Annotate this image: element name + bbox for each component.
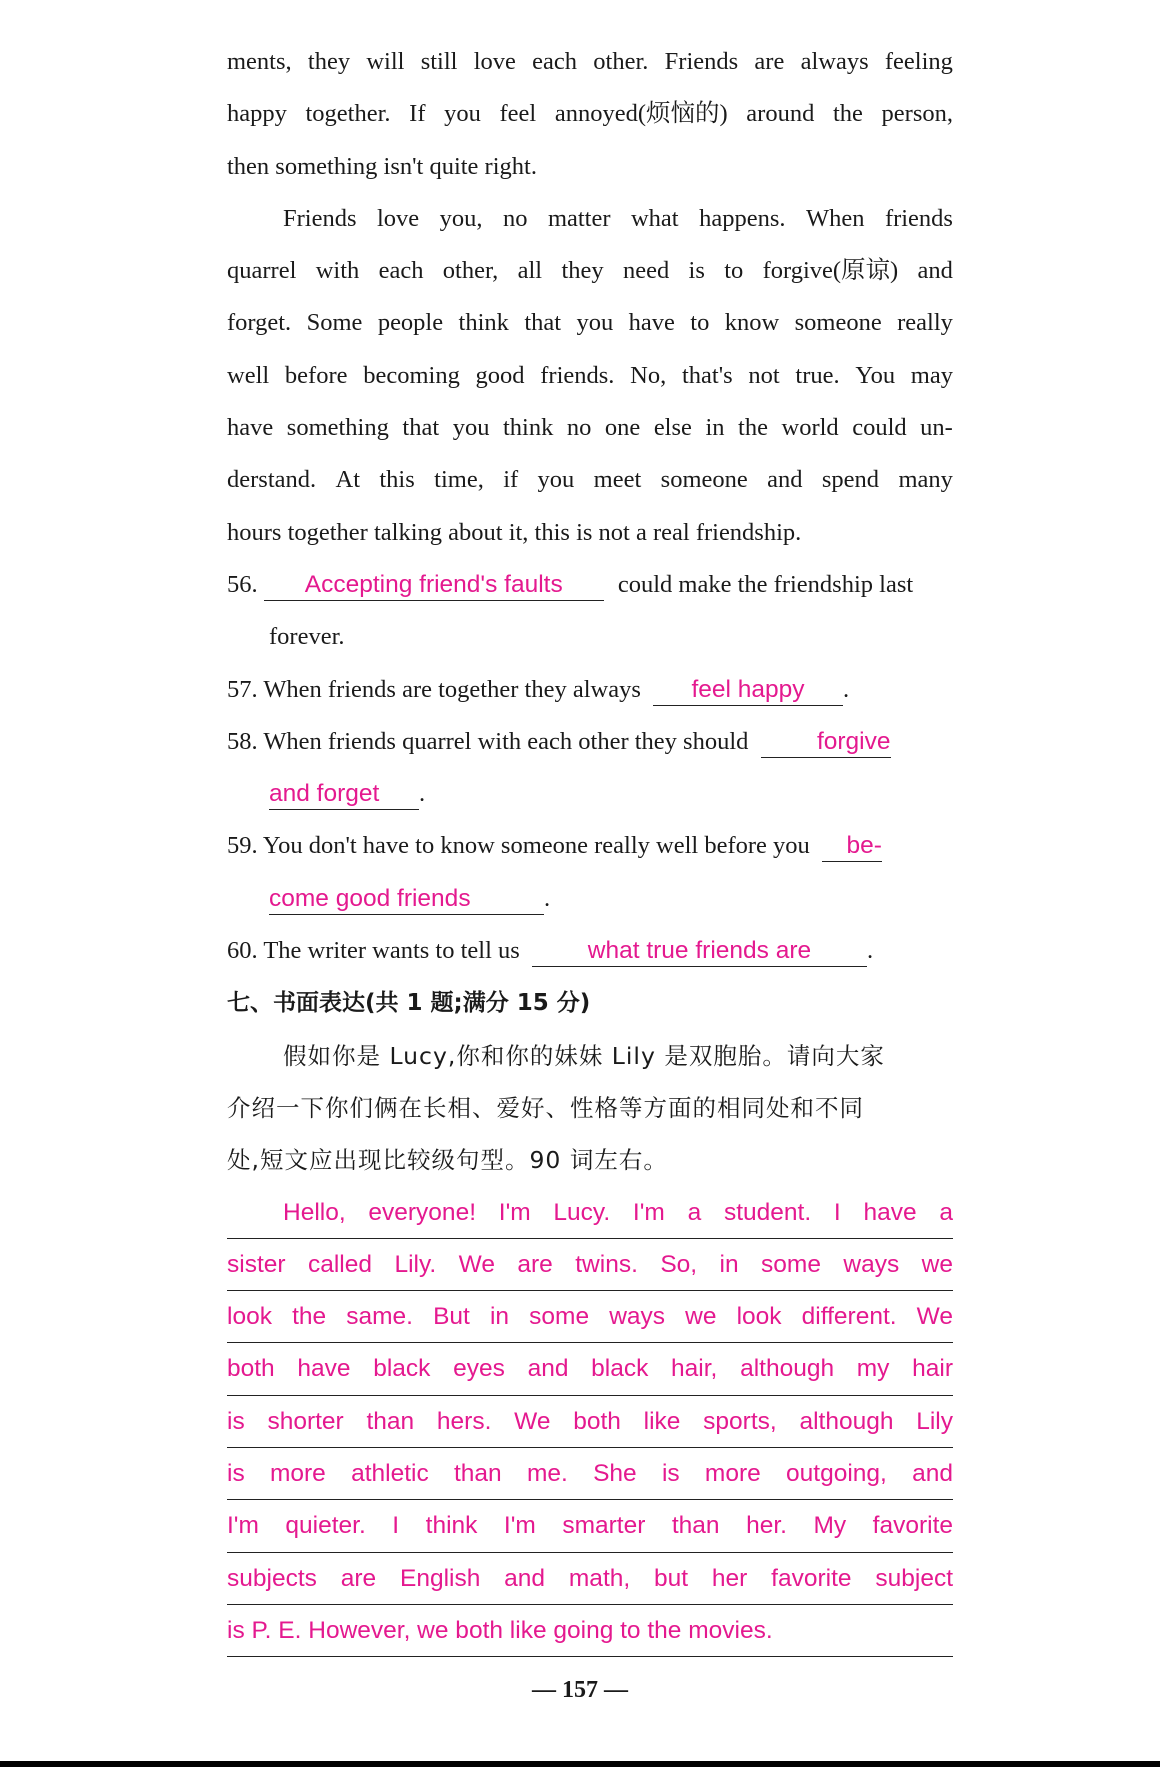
writing-prompt-line: 处,短文应出现比较级句型。90 词左右。 [227,1146,668,1175]
question-number: 56. [227,570,258,598]
question-58 [227,716,953,768]
question-text: could make the friendship last [617,570,914,598]
answer-58-part2: and forget [269,779,419,810]
answer-56: Accepting friend's faults [264,570,604,601]
passage-line: ments, they will still love each other. Friends are always feeling [227,48,953,75]
question-number: 60. [227,937,258,965]
essay-line: is more athletic than me. She is more outgoing, and [227,1448,953,1500]
question-57 [227,664,953,716]
essay-line: subjects are English and math, but her favorite subject [227,1553,953,1605]
section-title: 七、书面表达(共 1 题;满分 15 分) [227,990,591,1017]
question-56 [227,559,953,611]
question-59 [227,820,953,872]
document-page [227,36,953,1657]
question-text: When friends quarrel with each other they should [263,727,749,755]
question-number: 58. [227,727,258,755]
passage-line: quarrel with each other, all they need is to forgive(原谅) and [227,257,953,285]
essay-line: is P. E. However, we both like going to the movies. [227,1605,953,1657]
question-number: 59. [227,832,258,860]
question-58-continuation [227,768,953,820]
question-end: . [843,675,850,703]
question-end: . [419,780,426,808]
passage-line: then something isn't quite right. [227,152,537,180]
reading-passage [227,36,953,559]
question-text: The writer wants to tell us [263,937,520,965]
question-60 [227,925,953,977]
passage-line: have something that you think no one else in the world could un- [227,414,953,442]
essay-line: I'm quieter. I think I'm smarter than her. My favorite [227,1500,953,1552]
passage-line: well before becoming good friends. No, that's not true. You may [227,361,953,389]
answer-58-part1: forgive [761,727,891,758]
essay-line: look the same. But in some ways we look different. We [227,1291,953,1343]
essay-line: is shorter than hers. We both like sports, although Lily [227,1396,953,1448]
essay-answer [227,1187,953,1658]
question-59-continuation [227,873,953,925]
passage-line: forget. Some people think that you have to know someone really [227,309,953,337]
answer-57: feel happy [653,675,843,706]
essay-line: sister called Lily. We are twins. So, in some ways we [227,1239,953,1291]
question-number: 57. [227,675,258,703]
question-end: . [544,884,551,912]
page-number: — 157 — [532,1677,628,1703]
answer-59-part1: be- [822,831,882,862]
passage-line: derstand. At this time, if you meet someone and spend many [227,466,953,494]
passage-line: hours together talking about it, this is not a real friendship. [227,518,802,546]
question-56-continuation: forever. [269,623,345,651]
answer-59-part2: come good friends [269,884,544,915]
bottom-edge-bar [0,1761,1160,1767]
question-text: When friends are together they always [263,675,641,703]
passage-line: Friends love you, no matter what happens. When friends [283,204,953,232]
question-text: You don't have to know someone really well before you [262,832,810,860]
writing-prompt-line: 介绍一下你们俩在长相、爱好、性格等方面的相同处和不同 [227,1093,864,1122]
essay-line: Hello, everyone! I'm Lucy. I'm a student. I have a [227,1187,953,1239]
answer-60: what true friends are [532,936,867,967]
question-end: . [866,937,874,965]
passage-line: happy together. If you feel annoyed(烦恼的) around the person, [227,100,953,128]
essay-line: both have black eyes and black hair, although my hair [227,1343,953,1395]
writing-prompt-line: 假如你是 Lucy,你和你的妹妹 Lily 是双胞胎。请向大家 [283,1041,885,1070]
